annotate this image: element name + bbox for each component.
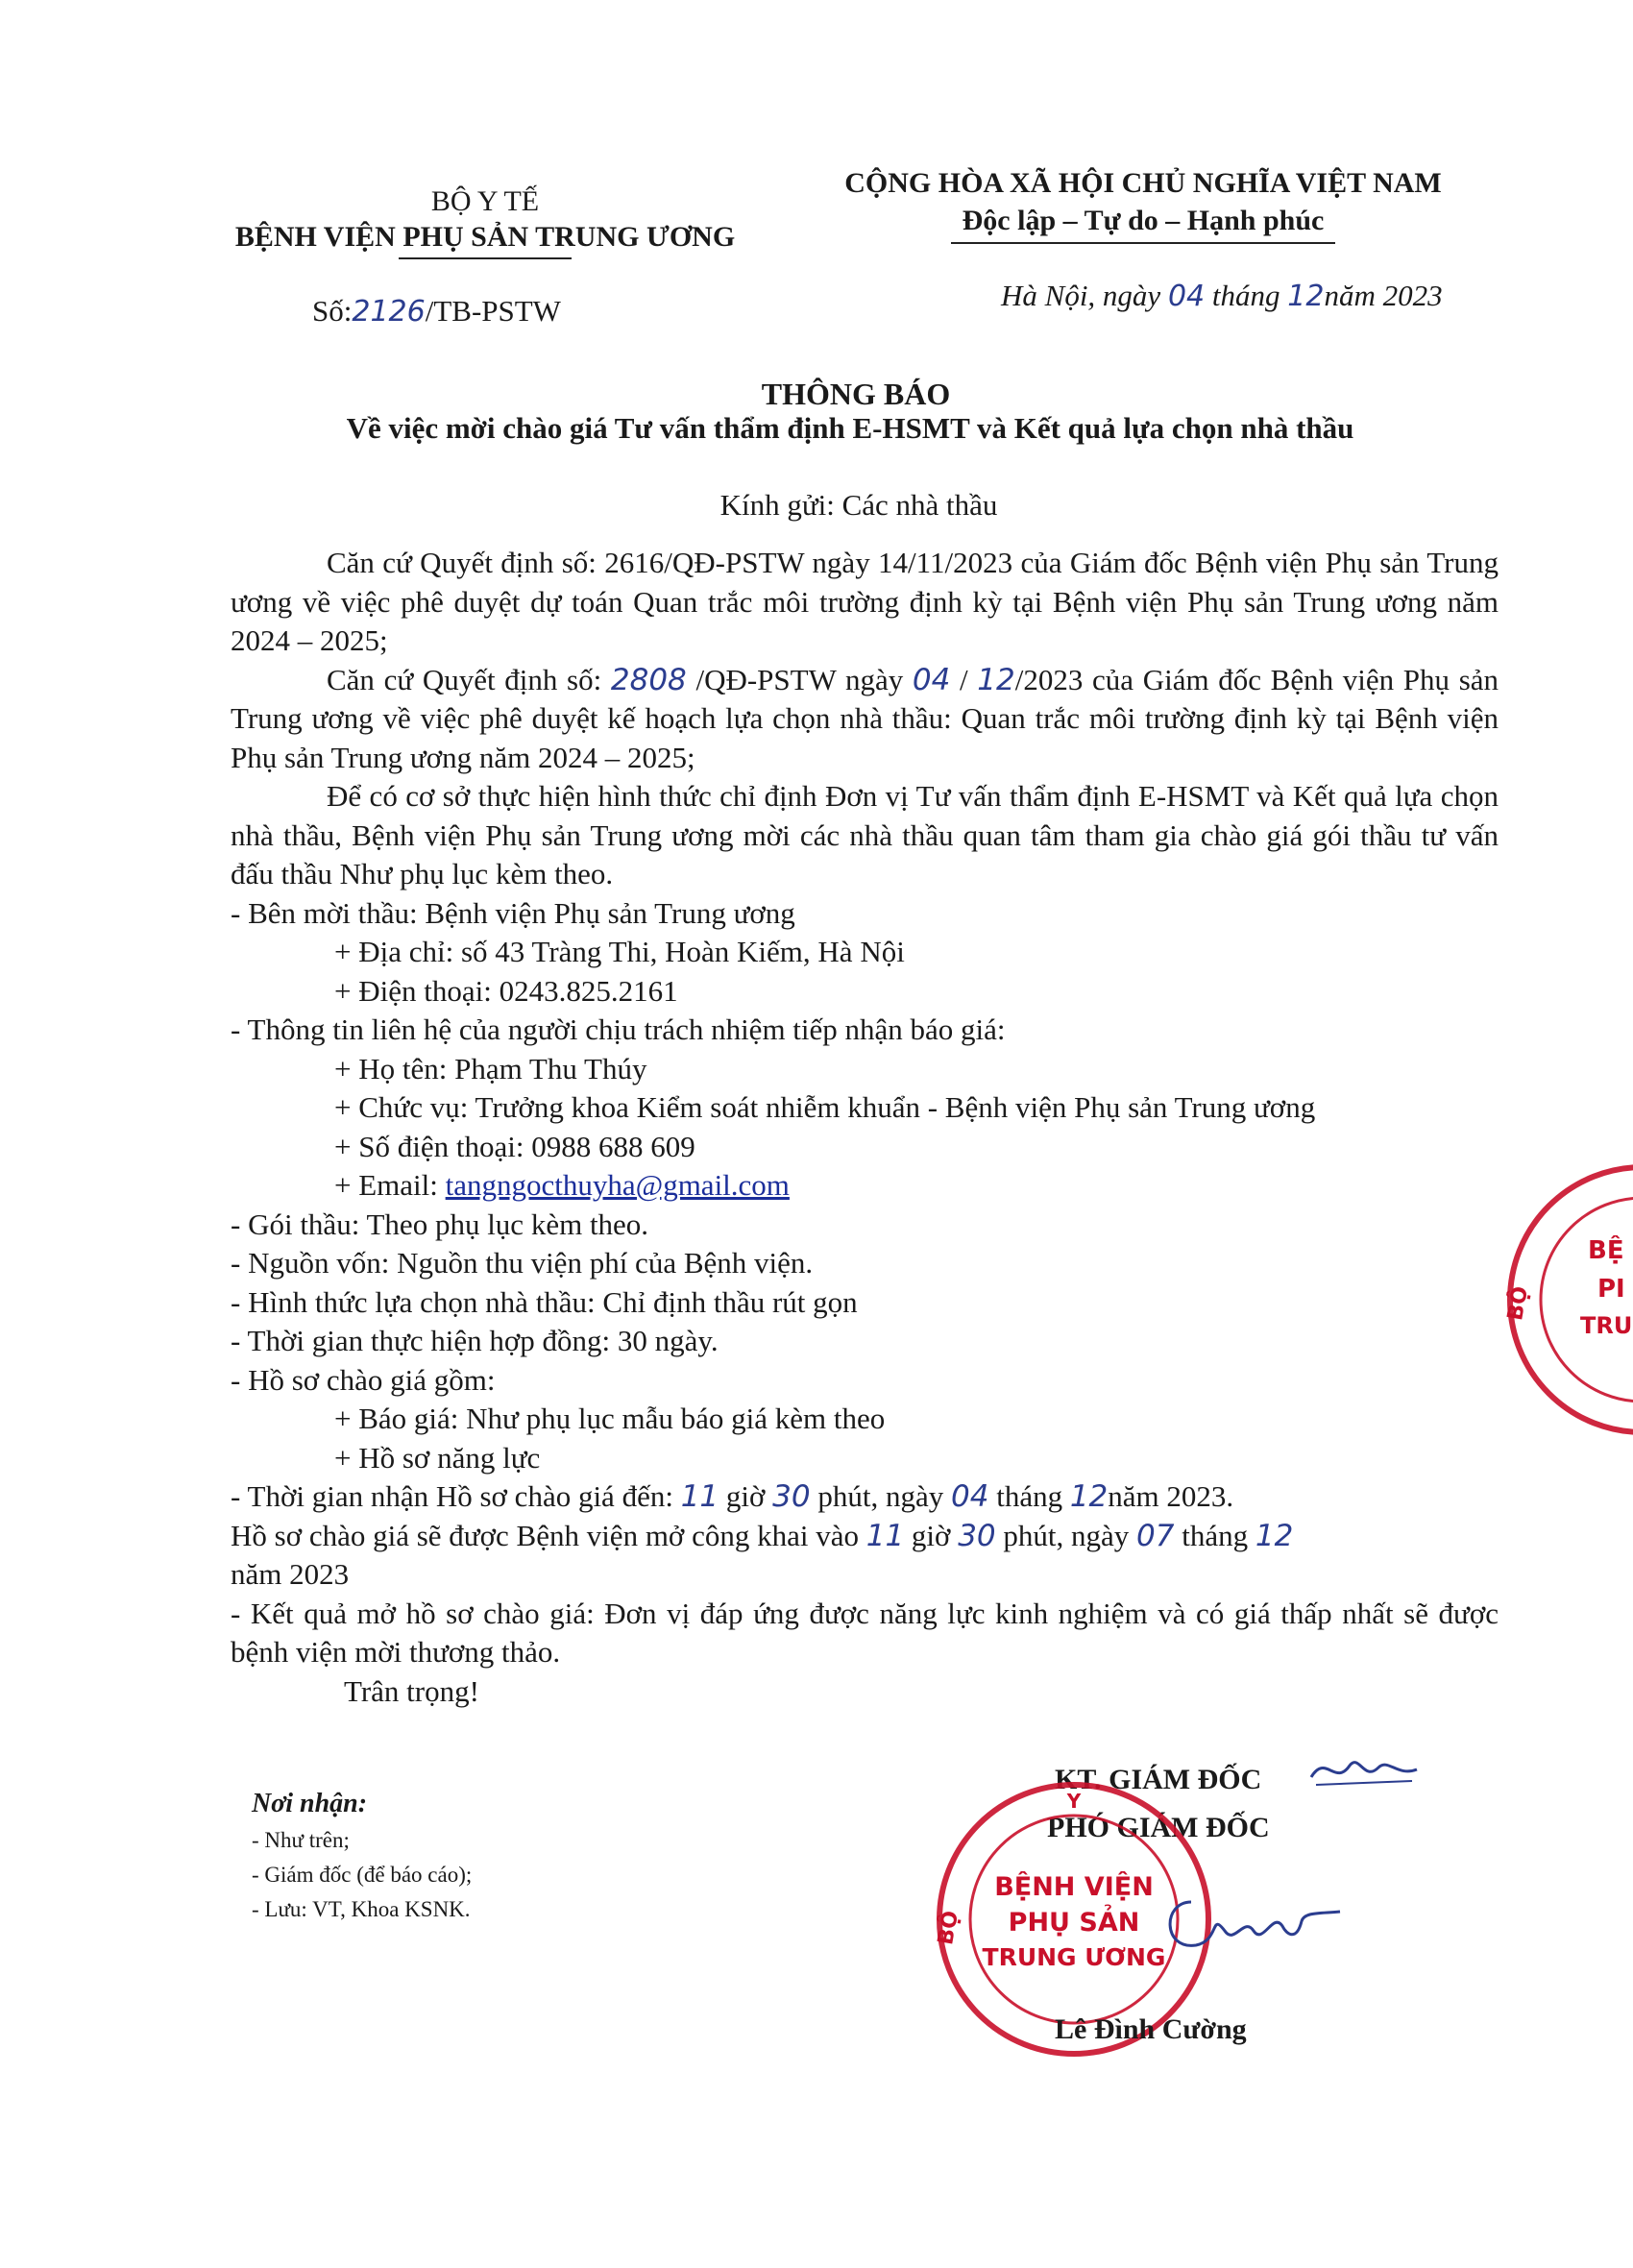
opening-month-label: tháng xyxy=(1182,1518,1249,1552)
date-city: Hà Nội, ngày xyxy=(1001,279,1161,312)
director-signature xyxy=(1153,1883,1345,1960)
deadline-suffix: năm 2023. xyxy=(1108,1479,1234,1513)
paragraph-purpose: Để có cơ sở thực hiện hình thức chỉ định Đơn vị Tư vấn thẩm định E-HSMT và Kết quả lựa chọn nhà thầu, Bệnh viện Phụ sản Trung ương mời các nhà thầu quan tâm tham gia chào giá gói thầu tư vấn đấu thầu Như phụ lục kèm theo. xyxy=(231,779,1499,890)
closing: Trân trọng! xyxy=(344,1673,479,1708)
opening-day: 07 xyxy=(1136,1518,1175,1553)
paragraph-basis-2: Căn cứ Quyết định số: 2808 /QĐ-PSTW ngày 04 / 12/2023 của Giám đốc Bệnh viện Phụ sản Trung ương về việc phê duyệt kế hoạch lựa chọn nhà thầu: Quan trắc môi trường định kỳ tại Bệnh viện Phụ sản Trung ương năm 2024 – 2025; xyxy=(231,662,1499,774)
p2-rest: /2023 của Giám đốc Bệnh viện Phụ sản Trung ương về việc phê duyệt kế hoạch lựa chọn nhà thầu: Quan trắc môi trường định kỳ tại Bệnh viện Phụ sản Trung ương năm 2024 – 2025; xyxy=(231,662,1499,774)
signer-role-1: KT. GIÁM ĐỐC xyxy=(1055,1764,1262,1795)
stamp-line-1: BỆNH VIỆN xyxy=(994,1872,1154,1902)
recipient-item: - Lưu: VT, Khoa KSNK. xyxy=(252,1897,471,1921)
edge-stamp xyxy=(1503,1160,1633,1439)
stamp-line-2: PHỤ SẢN xyxy=(1008,1908,1140,1938)
document-number xyxy=(312,294,561,329)
greeting: Kính gửi: Các nhà thầu xyxy=(719,488,998,522)
p2-month: 12 xyxy=(977,662,1015,697)
date-year: năm 2023 xyxy=(1324,279,1443,312)
edge-stamp-ring-side: BỘ xyxy=(1503,1284,1533,1323)
opening-hour: 11 xyxy=(865,1518,905,1553)
dossier-capacity: + Hồ sơ năng lực xyxy=(334,1440,541,1475)
notice-subtitle: Về việc mời chào giá Tư vấn thẩm định E-HSMT và Kết quả lựa chọn nhà thầu xyxy=(346,411,1354,445)
opening-minute: 30 xyxy=(958,1518,996,1553)
package-line: - Gói thầu: Theo phụ lục kèm theo. xyxy=(231,1207,649,1241)
contact-phone: + Số điện thoại: 0988 688 609 xyxy=(334,1129,695,1163)
signer-name: Lê Đình Cường xyxy=(1055,2013,1247,2045)
recipient-item: - Như trên; xyxy=(252,1828,350,1852)
signer-role-2: PHÓ GIÁM ĐỐC xyxy=(1047,1812,1270,1843)
contact-email-label: + Email: xyxy=(334,1168,438,1202)
phone-line: + Điện thoại: 0243.825.2161 xyxy=(334,973,678,1008)
date-month: 12 xyxy=(1287,280,1325,313)
contact-email-line xyxy=(231,1166,1499,1206)
p2-decision-no: 2808 xyxy=(610,662,687,697)
date-day: 04 xyxy=(1167,280,1206,313)
stamp-line-3: TRUNG ƯƠNG xyxy=(982,1943,1166,1971)
opening-month: 12 xyxy=(1255,1518,1294,1553)
deadline-line xyxy=(231,1477,1499,1517)
republic-header xyxy=(788,165,1499,244)
method-line: - Hình thức lựa chọn nhà thầu: Chỉ định thầu rút gọn xyxy=(231,1284,858,1319)
opening-line xyxy=(231,1517,1499,1556)
opening-minute-label: phút, ngày xyxy=(1003,1518,1130,1552)
edge-stamp-line-1: BỆ xyxy=(1588,1236,1624,1265)
header-underline xyxy=(399,257,572,259)
doc-no-suffix: /TB-PSTW xyxy=(425,294,561,328)
deadline-hour: 11 xyxy=(680,1479,719,1514)
contact-header: - Thông tin liên hệ của người chịu trách nhiệm tiếp nhận báo giá: xyxy=(231,1012,1006,1046)
recipients-title: Nơi nhận: xyxy=(252,1789,368,1818)
contact-position: + Chức vụ: Trưởng khoa Kiểm soát nhiễm khuẩn - Bệnh viện Phụ sản Trung ương xyxy=(334,1090,1316,1124)
dossier-header: - Hồ sơ chào giá gồm: xyxy=(231,1362,496,1397)
contact-name: + Họ tên: Phạm Thu Thúy xyxy=(334,1051,647,1085)
edge-stamp-line-2: PI xyxy=(1597,1275,1625,1304)
deadline-hour-label: giờ xyxy=(725,1479,766,1513)
stamp-ring-top: Y xyxy=(1066,1790,1082,1813)
recipients-block xyxy=(252,1785,472,1927)
initial-signature-mark xyxy=(1306,1748,1422,1796)
hospital-name: BỆNH VIỆN PHỤ SẢN TRUNG ƯƠNG xyxy=(234,221,736,253)
opening-hour-label: giờ xyxy=(911,1518,951,1552)
opening-year: năm 2023 xyxy=(231,1557,350,1591)
result-line: - Kết quả mở hồ sơ chào giá: Đơn vị đáp ứng được năng lực kinh nghiệm và có giá thấp nhất sẽ được bệnh viện mời thương thảo. xyxy=(231,1596,1499,1669)
paragraph-basis-1: Căn cứ Quyết định số: 2616/QĐ-PSTW ngày 14/11/2023 của Giám đốc Bệnh viện Phụ sản Trung ương về việc phê duyệt dự toán Quan trắc môi trường định kỳ tại Bệnh viện Phụ sản Trung ương năm 2024 – 2025; xyxy=(231,546,1499,657)
notice-body xyxy=(231,544,1499,1711)
deadline-day: 04 xyxy=(951,1479,989,1514)
deadline-month: 12 xyxy=(1069,1479,1109,1514)
edge-stamp-line-3: TRU xyxy=(1580,1312,1633,1339)
inviter-line: - Bên mời thầu: Bệnh viện Phụ sản Trung ương xyxy=(231,895,795,930)
deadline-prefix: - Thời gian nhận Hồ sơ chào giá đến: xyxy=(231,1479,673,1513)
stamp-ring-side: BỘ xyxy=(934,1909,963,1947)
p2-prefix: Căn cứ Quyết định số: xyxy=(327,662,602,696)
recipient-item: - Giám đốc (để báo cáo); xyxy=(252,1863,473,1887)
dossier-quote: + Báo giá: Như phụ lục mẫu báo giá kèm theo xyxy=(334,1402,886,1435)
motto: Độc lập – Tự do – Hạnh phúc xyxy=(962,205,1325,236)
duration-line: - Thời gian thực hiện hợp đồng: 30 ngày. xyxy=(231,1324,719,1357)
date-month-label: tháng xyxy=(1211,279,1280,312)
notice-title: THÔNG BÁO xyxy=(761,377,951,411)
address-line: + Địa chỉ: số 43 Tràng Thi, Hoàn Kiếm, Hà Nội xyxy=(334,935,905,968)
opening-prefix: Hồ sơ chào giá sẽ được Bệnh viện mở công khai vào xyxy=(231,1518,859,1552)
doc-no-label: Số: xyxy=(312,294,353,328)
deadline-minute: 30 xyxy=(772,1479,811,1514)
document-date xyxy=(1001,279,1443,313)
deadline-month-label: tháng xyxy=(996,1479,1063,1513)
ministry-header xyxy=(183,184,788,259)
p2-mid: /QĐ-PSTW ngày xyxy=(695,662,904,696)
deadline-minute-label: phút, ngày xyxy=(817,1479,944,1513)
p2-day: 04 xyxy=(912,662,951,697)
funding-line: - Nguồn vốn: Nguồn thu viện phí của Bệnh viện. xyxy=(231,1246,814,1280)
doc-no-handwritten: 2126 xyxy=(352,295,426,329)
republic-name: CỘNG HÒA XÃ HỘI CHỦ NGHĨA VIỆT NAM xyxy=(844,167,1442,199)
contact-email-link[interactable]: tangngocthuyha@gmail.com xyxy=(445,1168,790,1202)
motto-underline xyxy=(951,242,1335,244)
ministry-name: BỘ Y TẾ xyxy=(430,185,540,217)
